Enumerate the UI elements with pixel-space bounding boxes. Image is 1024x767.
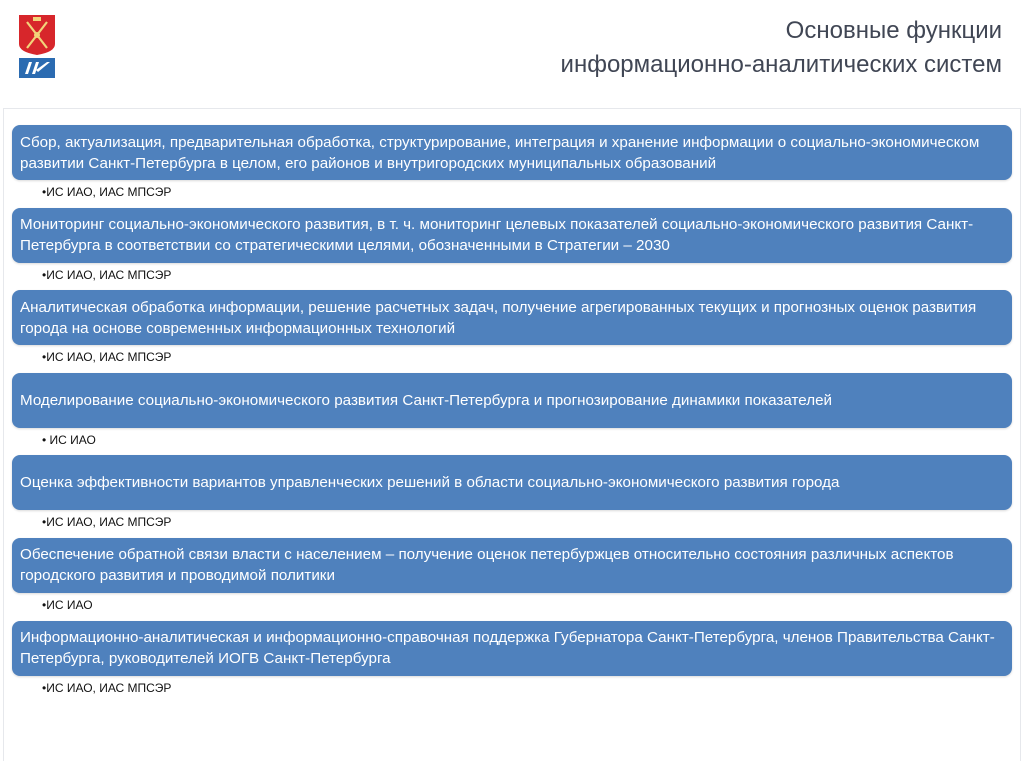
systems-note: •ИС ИАО, ИАС МПСЭР: [42, 350, 172, 365]
function-list: [12, 125, 1012, 703]
function-box: Информационно-аналитическая и информационно-справочная поддержка Губернатора Санкт-Петербурга, членов Правительства Санкт-Петербурга, руководителей ИОГВ Санкт-Петербурга: [12, 621, 1012, 676]
logo: [18, 14, 56, 80]
function-item: [12, 125, 1012, 208]
function-box: Обеспечение обратной связи власти с населением – получение оценок петербуржцев относительно состояния различных аспектов городского развития и проводимой политики: [12, 538, 1012, 593]
systems-note: •ИС ИАО, ИАС МПСЭР: [42, 680, 172, 695]
systems-note: •ИС ИАО, ИАС МПСЭР: [42, 515, 172, 530]
systems-note: • ИС ИАО: [42, 432, 96, 447]
function-item: [12, 373, 1012, 456]
systems-note: •ИС ИАО: [42, 597, 93, 612]
function-box: Аналитическая обработка информации, решение расчетных задач, получение агрегированных текущих и прогнозных оценок развития города на основе современных информационных технологий: [12, 290, 1012, 345]
function-box: Оценка эффективности вариантов управленческих решений в области социально-экономического развития города: [12, 455, 1012, 510]
function-item: [12, 538, 1012, 621]
function-box: Моделирование социально-экономического развития Санкт-Петербурга и прогнозирование динамики показателей: [12, 373, 1012, 428]
function-item: [12, 208, 1012, 291]
coat-of-arms-icon: [18, 14, 56, 80]
function-box: Сбор, актуализация, предварительная обработка, структурирование, интеграция и хранение информации о социально-экономическом развитии Санкт-Петербурга в целом, его районов и внутригородских муниципальных образований: [12, 125, 1012, 180]
function-item: [12, 455, 1012, 538]
systems-note: •ИС ИАО, ИАС МПСЭР: [42, 267, 172, 282]
title-line-2: информационно-аналитических систем: [560, 51, 1002, 78]
function-item: [12, 621, 1012, 704]
function-item: [12, 290, 1012, 373]
title-line-1: Основные функции: [785, 17, 1002, 44]
systems-note: •ИС ИАО, ИАС МПСЭР: [42, 185, 172, 199]
function-box: Мониторинг социально-экономического развития, в т. ч. мониторинг целевых показателей социально-экономического развития Санкт-Петербурга в соответствии со стратегическими целями, обозначенными в Стратегии – 2030: [12, 208, 1012, 263]
page-title: [561, 14, 1002, 82]
